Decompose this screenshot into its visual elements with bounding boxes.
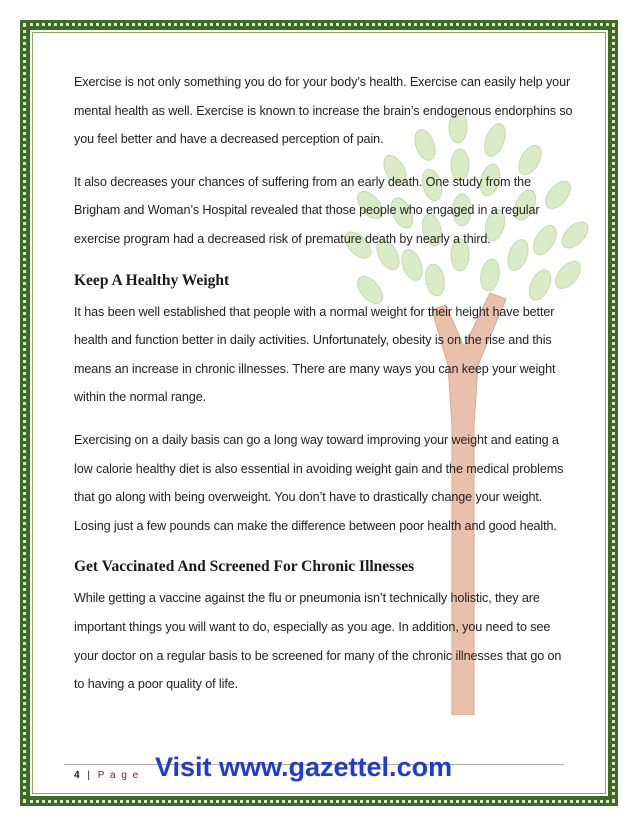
paragraph-exercise-mental-health: Exercise is not only something you do for your body’s health. Exercise can easily help your mental health as well. Exercise is known to increase the brain’s endogenous endorphins so you feel better and have a decreased perception of pain. xyxy=(74,75,573,147)
paragraph-exercising-daily: Exercising on a daily basis can go a long way toward improving your weight and eating a low calorie healthy diet is also essential in avoiding weight gain and the medical problems that go along with being overweight. You don’t have to drastically change your weight. Losing just a few pounds can make the difference between poor health and good health. xyxy=(74,432,564,533)
page-number-separator: | xyxy=(87,770,92,781)
visit-website-link[interactable]: Visit www.gazettel.com xyxy=(155,752,453,782)
page-label: P a g e xyxy=(97,770,140,781)
page-number-value: 4 xyxy=(74,770,82,781)
document-body xyxy=(74,68,574,713)
heading-keep-healthy-weight: Keep A Healthy Weight xyxy=(74,271,230,289)
paragraph-normal-weight: It has been well established that people with a normal weight for their height have better health and function better in daily activities. Unfortunately, obesity is on the rise and this means an increase in chronic illnesses. There are many ways you can keep your weight within the normal range. xyxy=(74,304,556,405)
heading-get-vaccinated: Get Vaccinated And Screened For Chronic Illnesses xyxy=(74,558,415,576)
paragraph-early-death-study: It also decreases your chances of suffering from an early death. One study from the Brigham and Woman’s Hospital revealed that those people who engaged in a regular exercise program had a decreased risk of premature death by nearly a third. xyxy=(74,174,540,246)
paragraph-vaccine: While getting a vaccine against the flu or pneumonia isn’t technically holistic, they are important things you will want to do, especially as you age. In addition, you need to see your doctor on a regular basis to be screened for many of the chronic illnesses that go on to having a poor quality of life. xyxy=(74,591,562,692)
page-number xyxy=(74,770,140,781)
